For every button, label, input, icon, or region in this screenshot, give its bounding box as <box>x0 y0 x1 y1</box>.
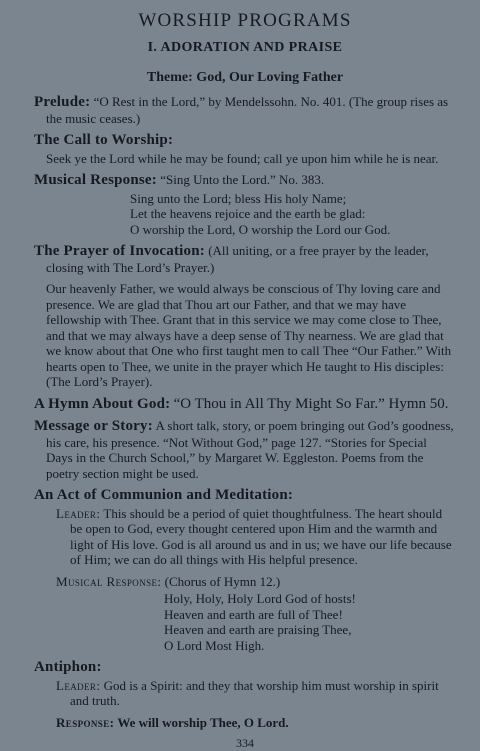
verse-line: O Lord Most High. <box>164 637 265 653</box>
prayer-of-invocation-text: (All uniting, or a free prayer by the leader, closing with The Lord’s Prayer.) <box>46 243 429 275</box>
response-label: Response: <box>56 714 115 730</box>
antiphon-leader <box>56 678 456 709</box>
prayer-text: Our heavenly Father, we would always be conscious of Thy loving care and presence. We are glad that Thou art our Father, and that we may have fellowship with Thee. Grant that in this service we may come close to Thee, and that we may always have a deep sense of Thy nearness. We are glad that we know about that One who first taught men to call Thee “Our Father.” With hearts open to Thee, we unite in the prayer which He taught to His disciples: (The Lord’s Prayer). <box>46 281 452 389</box>
hymn-entry <box>34 396 456 413</box>
call-to-worship-heading <box>34 132 456 149</box>
verse-line: Heaven and earth are full of Thee! <box>164 606 343 622</box>
musical-response-label: Musical Response: <box>34 172 157 188</box>
message-text: A short talk, story, or poem bringing out God’s goodness, his care, his presence. “Not Without God,” page 127. “Stories for Special Days in the Church School,” by Margaret W. Eggleston. Poems from the poetry section might be used. <box>46 418 454 481</box>
prelude-entry <box>34 94 456 126</box>
theme-line: Theme: God, Our Loving Father <box>146 70 344 85</box>
antiphon-label: Antiphon: <box>34 659 102 675</box>
prelude-text: “O Rest in the Lord,” by Mendelssohn. No. 401. (The group rises as the music ceases.) <box>46 94 449 126</box>
communion-label: An Act of Communion and Meditation: <box>34 487 294 503</box>
call-to-worship-label: The Call to Worship: <box>34 132 174 148</box>
hymn-text: “O Thou in All Thy Might So Far.” Hymn 50. <box>173 395 449 412</box>
call-to-worship-text: Seek ye the Lord while he may be found; call ye upon him while he is near. <box>46 150 439 166</box>
verse-line: Let the heavens rejoice and the earth be glad: <box>130 206 366 221</box>
page-number: 334 <box>236 736 254 750</box>
prayer-of-invocation-label: The Prayer of Invocation: <box>34 243 205 259</box>
leader-label: Leader: <box>56 677 101 693</box>
antiphon-response <box>56 715 456 731</box>
communion-musical-response <box>56 574 456 590</box>
leader-text: God is a Spirit: and they that worship him must worship in spirit and truth. <box>70 677 439 708</box>
leader-label: Leader: <box>56 505 101 521</box>
verse-line: Holy, Holy, Holy Lord God of hosts! <box>164 591 356 606</box>
antiphon-heading <box>34 659 456 676</box>
musical-response-label: Musical Response: <box>56 573 162 589</box>
communion-leader <box>56 506 456 568</box>
hymn-label: A Hymn About God: <box>34 395 171 412</box>
leader-text: This should be a period of quiet thoughtfulness. The heart should be open to God, every thought centered upon Him and the warmth and light of His love. God is all around us and in us; we have our life because of Him; we can do all things with His helpful presence. <box>70 505 452 567</box>
prayer-of-invocation-entry <box>34 243 456 275</box>
response-text: We will worship Thee, O Lord. <box>117 714 289 730</box>
verse-line: Sing unto the Lord; bless His holy Name; <box>130 190 347 206</box>
musical-response-text: (Chorus of Hymn 12.) <box>164 573 281 589</box>
message-label: Message or Story: <box>34 418 153 434</box>
communion-heading <box>34 487 456 504</box>
verse-line: O worship the Lord, O worship the Lord our God. <box>130 221 391 237</box>
communion-verse <box>164 591 456 653</box>
prelude-label: Prelude: <box>34 94 91 110</box>
musical-response-text: “Sing Unto the Lord.” No. 383. <box>160 172 325 187</box>
section-title: I. ADORATION AND PRAISE <box>147 40 343 55</box>
message-entry <box>34 418 456 481</box>
musical-response-verse <box>130 191 456 238</box>
musical-response-entry <box>34 172 456 189</box>
verse-line: Heaven and earth are praising Thee, <box>164 622 352 637</box>
running-header: WORSHIP PROGRAMS <box>138 10 352 31</box>
